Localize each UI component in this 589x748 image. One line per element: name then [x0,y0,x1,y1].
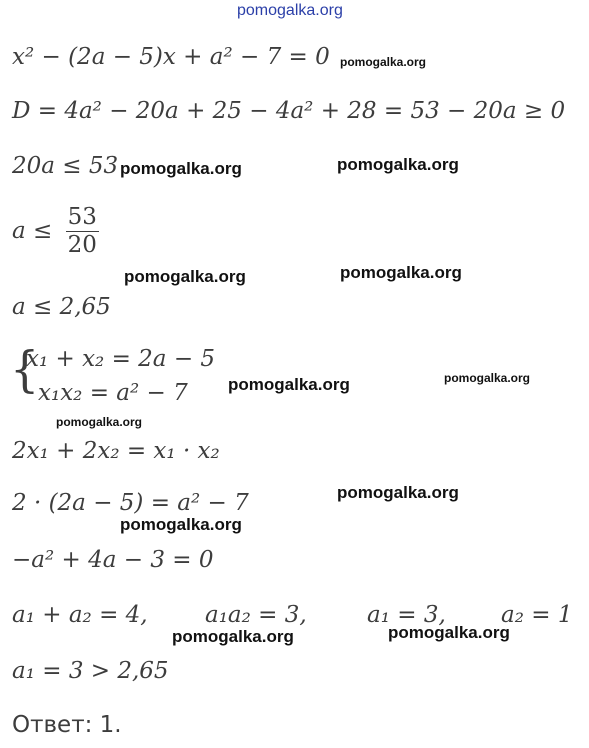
watermark: pomogalka.org [172,627,294,646]
watermark: pomogalka.org [120,515,242,534]
watermark: pomogalka.org [340,55,427,69]
fraction-denominator: 20 [67,232,97,258]
watermark: pomogalka.org [120,159,242,178]
equation-line-6: 2x₁ + 2x₂ = x₁ · x₂ [12,438,220,464]
equation-discriminant: D = 4a² − 20a + 25 − 4a² + 28 = 53 − 20a ≥ 0 [12,98,566,124]
watermark: pomogalka.org [444,371,531,385]
equation-line-7: 2 · (2a − 5) = a² − 7 [12,490,249,516]
vieta-product: a₁a₂ = 3, [205,602,307,628]
equation-conclusion: a₁ = 3 > 2,65 [12,658,169,684]
equation-fraction-line [12,206,99,257]
answer-text: Ответ: 1. [12,712,122,738]
watermark: pomogalka.org [337,155,459,174]
root-a2: a₂ = 1 [501,602,573,628]
equation-line-8: −a² + 4a − 3 = 0 [12,547,214,573]
vieta-sum: a₁ + a₂ = 4, [12,602,148,628]
fraction-numerator: 53 [67,204,97,230]
equation-inequality-1: 20a ≤ 53 [12,153,119,179]
root-a1: a₁ = 3, [367,602,446,628]
system-line-1: x₁ + x₂ = 2a − 5 [26,346,216,372]
fraction-lhs: a ≤ [12,218,53,244]
watermark: pomogalka.org [124,267,246,286]
fraction [66,206,99,257]
watermark: pomogalka.org [56,415,143,429]
watermark: pomogalka.org [388,623,510,642]
watermark-top[interactable]: pomogalka.org [237,2,343,19]
system-brace: { [10,340,40,398]
equation-inequality-2: a ≤ 2,65 [12,294,111,320]
system-line-2: x₁x₂ = a² − 7 [38,380,188,406]
equation-line-1: x² − (2a − 5)x + a² − 7 = 0 [12,44,330,70]
watermark: pomogalka.org [340,263,462,282]
watermark: pomogalka.org [228,375,350,394]
watermark: pomogalka.org [337,483,459,502]
